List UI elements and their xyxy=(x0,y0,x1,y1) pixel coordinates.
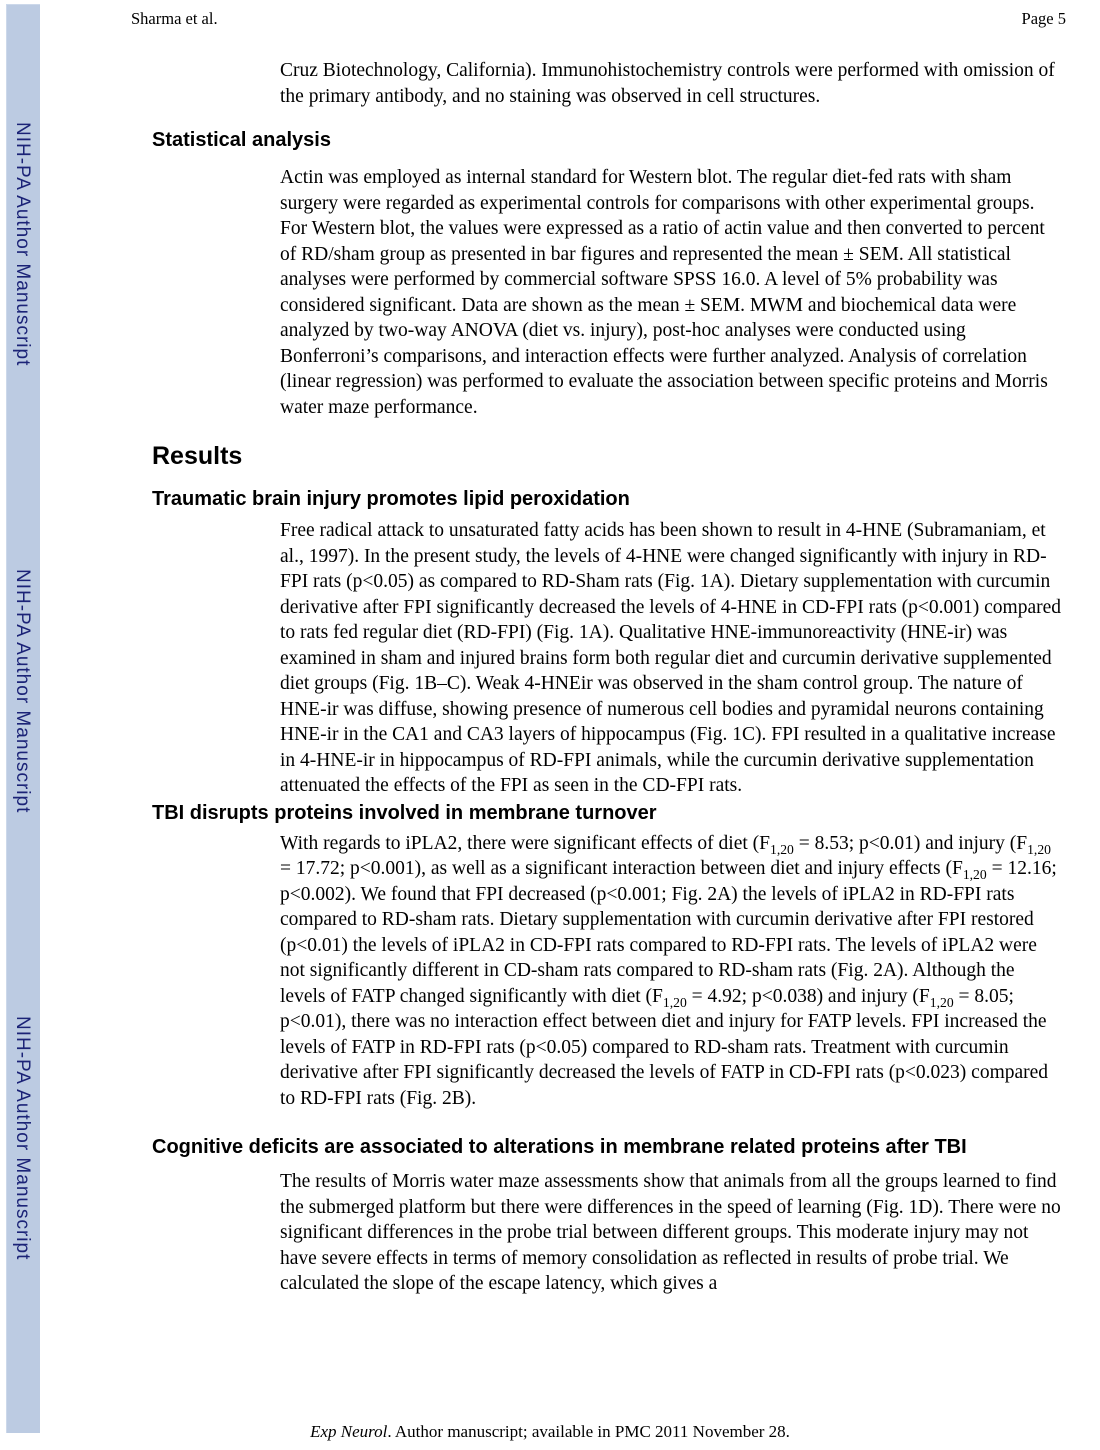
footer-citation: Exp Neurol. Author manuscript; available in PMC 2011 November 28. xyxy=(310,1422,790,1441)
paragraph-statistical-analysis: Actin was employed as internal standard for Western blot. The regular diet-fed rats with sham surgery were regarded as experimental controls for comparisons with other experimental groups. For Western blot, the values were expressed as a ratio of actin value and then converted to percent of RD/sham group as presented in bar figures and represented the mean ± SEM. All statistical analyses were performed by commercial software SPSS 16.0. A level of 5% probability was considered significant. Data are shown as the mean ± SEM. MWM and biochemical data were analyzed by two-way ANOVA (diet vs. injury), post-hoc analyses were conducted using Bonferroni’s comparisons, and interaction effects were further analyzed. Analysis of correlation (linear regression) was performed to evaluate the association between specific proteins and Morris water maze performance. xyxy=(280,167,1048,418)
header-page-number: Page 5 xyxy=(1021,9,1066,28)
paragraph-cognitive-deficits: The results of Morris water maze assessments show that animals from all the groups learned to find the submerged platform but there were differences in the speed of learning (Fig. 1D). There were no significant differences in the probe trial between different groups. This moderate injury may not have severe effects in terms of memory consolidation as reflected in results of probe trial. We calculated the slope of the escape latency, which gives a xyxy=(280,1171,1061,1294)
nih-watermark-text: NIH-PA Author Manuscript xyxy=(12,569,33,814)
heading-statistical-analysis: Statistical analysis xyxy=(152,129,331,151)
paragraph-membrane-turnover: With regards to iPLA2, there were significant effects of diet ($F_{1,20} = 8.53$; p<0.01) and injury ($F_{1,20} = 17.72$; p<0.001), as well as a significant interaction between diet and injury effects ($F_{1,20} = 12.16$; p<0.002). We found that FPI decreased (p<0.001; Fig. 2A) the levels of iPLA2 in RD-FPI rats compared to RD-sham rats. Dietary supplementation with curcumin derivative after FPI restored (p<0.01) the levels of iPLA2 in CD-FPI rats compared to RD-FPI rats. The levels of iPLA2 were not significantly different in CD-sham rats compared to RD-sham rats (Fig. 2A). Although the levels of FATP changed significantly with diet ($F_{1,20} = 4.92$; p<0.038) and injury ($F_{1,20} = 8.05$; p<0.01), there was no interaction effect between diet and injury for FATP levels. FPI increased the levels of FATP in RD-FPI rats (p<0.05) compared to RD-sham rats. Treatment with curcumin derivative after FPI significantly decreased the levels of FATP in CD-FPI rats (p<0.023) compared to RD-FPI rats (Fig. 2B). xyxy=(280,832,1057,1109)
heading-results: Results xyxy=(152,442,243,470)
paragraph-immunohistochemistry: Cruz Biotechnology, California). Immunohistochemistry controls were performed with omission of the primary antibody, and no staining was observed in cell structures. xyxy=(280,60,1055,107)
heading-lipid-peroxidation: Traumatic brain injury promotes lipid peroxidation xyxy=(152,488,630,510)
header-author: Sharma et al. xyxy=(131,9,218,28)
heading-cognitive-deficits: Cognitive deficits are associated to alterations in membrane related proteins after TBI xyxy=(152,1136,967,1158)
paragraph-lipid-peroxidation: Free radical attack to unsaturated fatty acids has been shown to result in 4-HNE (Subramaniam, et al., 1997). In the present study, the levels of 4-HNE were changed significantly with injury in RD-FPI rats (p<0.05) as compared to RD-Sham rats (Fig. 1A). Dietary supplementation with curcumin derivative after FPI significantly decreased the levels of 4-HNE in CD-FPI rats (p<0.001) compared to rats fed regular diet (RD-FPI) (Fig. 1A). Qualitative HNE-immunoreactivity (HNE-ir) was examined in sham and injured brains form both regular diet and curcumin derivative supplemented diet groups (Fig. 1B–C). Weak 4-HNEir was observed in the sham control group. The nature of HNE-ir was diffuse, showing presence of numerous cell bodies and pyramidal neurons containing HNE-ir in the CA1 and CA3 layers of hippocampus (Fig. 1C). FPI resulted in a qualitative increase in 4-HNE-ir in hippocampus of RD-FPI animals, while the curcumin derivative supplementation attenuated the effects of the FPI as seen in the CD-FPI rats. xyxy=(280,520,1062,796)
nih-watermark-text: NIH-PA Author Manuscript xyxy=(12,122,33,367)
nih-watermark-text: NIH-PA Author Manuscript xyxy=(12,1016,33,1261)
heading-membrane-turnover: TBI disrupts proteins involved in membrane turnover xyxy=(152,801,657,824)
